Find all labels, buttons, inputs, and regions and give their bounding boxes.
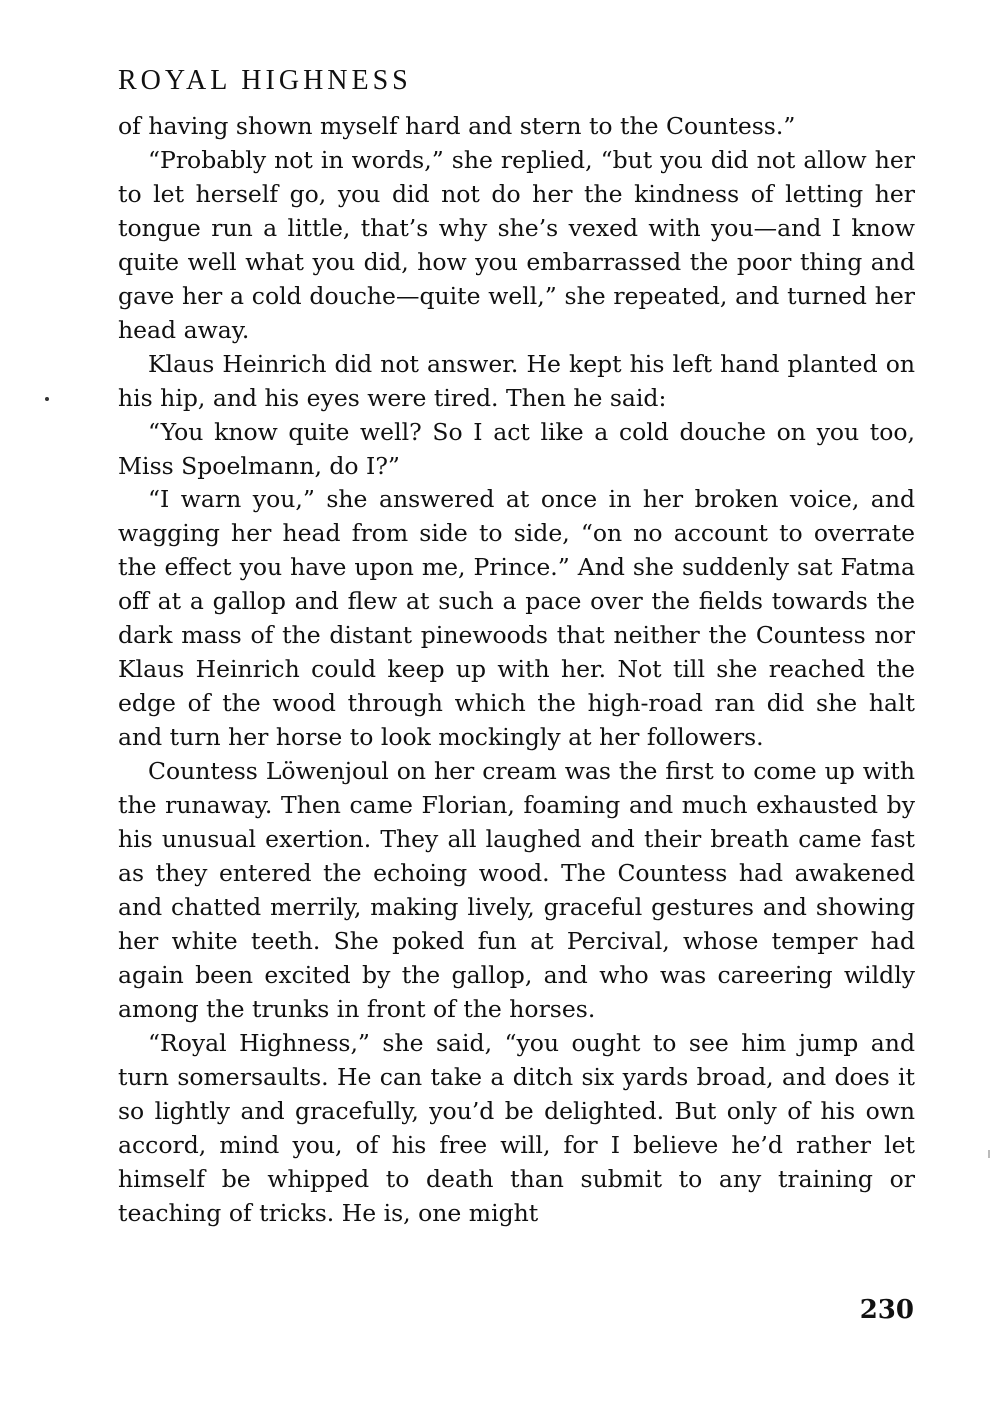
paragraph: “Royal Highness,” she said, “you ought to see him jump and turn somersaults. He can take a ditch six yards broad, and does it so lightly and gracefully, you’d be delighted. But only of his own accord, mind you, of his free will, for I believe he’d rather let himself be whipped to death than submit to any training or teaching of tricks. He is, one might bbox=[118, 1028, 915, 1227]
paragraph: Countess Löwenjoul on her cream was the first to come up with the runaway. Then came Florian, foaming and much exhausted by his unusual exertion. They all laughed and their breath came fast as they entered the echoing wood. The Countess had awakened and chatted merrily, making lively, graceful gestures and showing her white teeth. She poked fun at Percival, whose temper had again been excited by the gallop, and who was careering wildly among the trunks in front of the horses. bbox=[118, 757, 915, 1023]
page-number: 230 bbox=[859, 1295, 914, 1325]
paragraph: “You know quite well? So I act like a cold douche on you too, Miss Spoelmann, do I?” bbox=[118, 417, 915, 480]
edge-speck bbox=[988, 1150, 990, 1158]
margin-speck bbox=[45, 397, 49, 401]
paragraph: Klaus Heinrich did not answer. He kept his left hand planted on his hip, and his eyes were tired. Then he said: bbox=[118, 349, 915, 412]
paragraph: “Probably not in words,” she replied, “but you did not allow her to let herself go, you did not do her the kindness of letting her tongue run a little, that’s why she’s vexed with you—and I know quite well what you did, how you embarrassed the poor thing and gave her a cold douche—quite well,” she repeated, and turned her head away. bbox=[118, 145, 915, 344]
paragraph-continuation: of having shown myself hard and stern to the Countess.” bbox=[118, 112, 796, 140]
running-title: ROYAL HIGHNESS bbox=[118, 65, 412, 96]
body-text bbox=[118, 110, 915, 1230]
paragraph: “I warn you,” she answered at once in her broken voice, and wagging her head from side to side, “on no account to overrate the effect you have upon me, Prince.” And she suddenly sat Fatma off at a gallop and flew at such a pace over the fields towards the dark mass of the distant pinewoods that neither the Countess nor Klaus Heinrich could keep up with her. Not till she reached the edge of the wood through which the high-road ran did she halt and turn her horse to look mockingly at her followers. bbox=[118, 485, 915, 752]
